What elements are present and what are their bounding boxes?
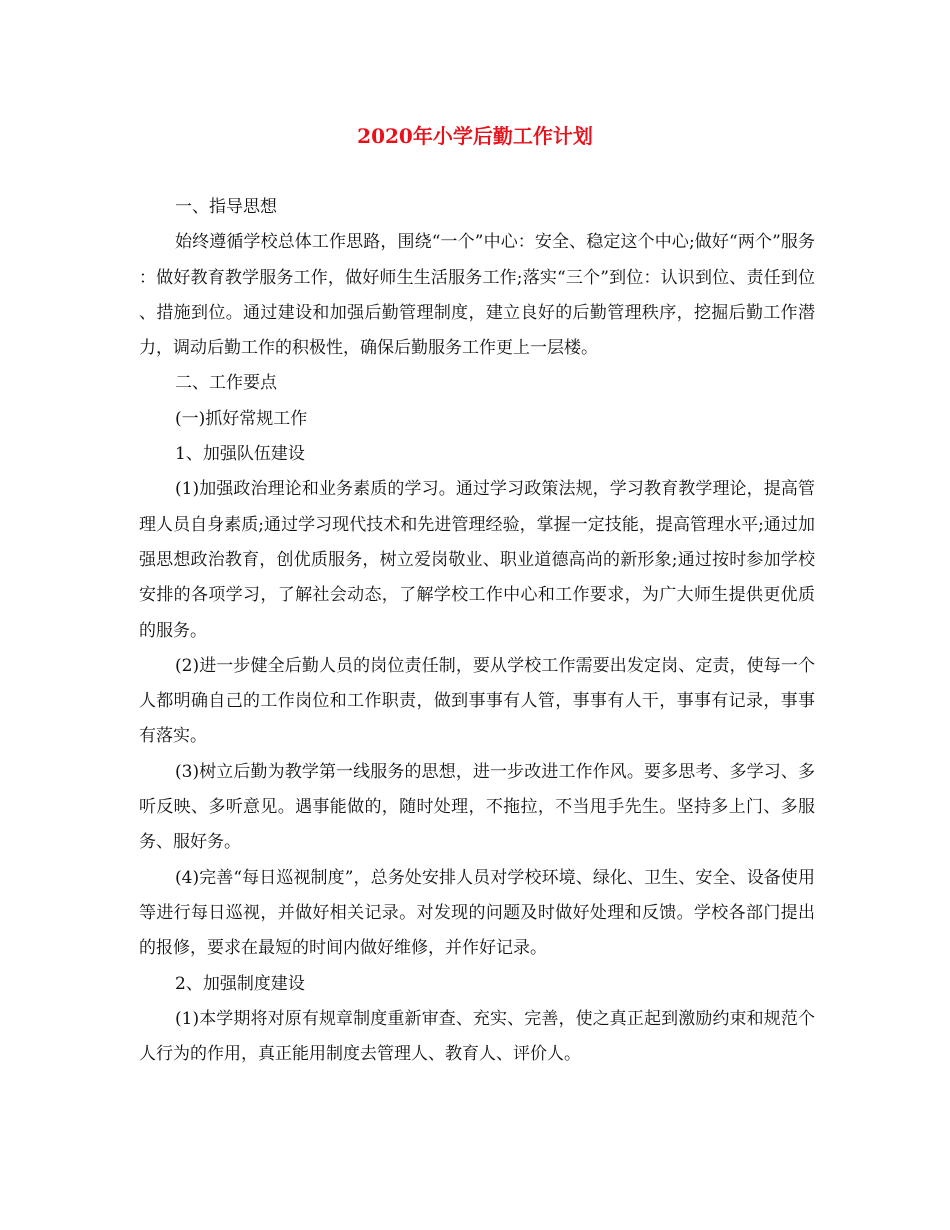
paragraph-item-3: (3)树立后勤为教学第一线服务的思想，进一步改进工作作风。要多思考、多学习、多听反映、多听意见。遇事能做的，随时处理，不拖拉，不当甩手先生。坚持多上门、多服务、服好务。 bbox=[139, 761, 815, 853]
section-heading-work-points: 二、工作要点 bbox=[175, 373, 277, 394]
section-heading-guiding-ideology: 一、指导思想 bbox=[175, 197, 277, 217]
document-body bbox=[139, 190, 815, 1072]
paragraph-system-item-1: (1)本学期将对原有规章制度重新审查、充实、完善，使之真正起到激励约束和规范个人行为的作用，真正能用制度去管理人、教育人、评价人。 bbox=[139, 1008, 815, 1065]
paragraph-item-1: (1)加强政治理论和业务素质的学习。通过学习政策法规，学习教育教学理论，提高管理人员自身素质;通过学习现代技术和先进管理经验，掌握一定技能，提高管理水平;通过加强思想政治教育，创优质服务，树立爱岗敬业、职业道德高尚的新形象;通过按时参加学校安排的各项学习，了解社会动态，了解学校工作中心和工作要求，为广大师生提供更优质的服务。 bbox=[139, 479, 815, 641]
item-heading-system-building: 2、加强制度建设 bbox=[175, 973, 305, 994]
subsection-heading-routine-work: (一)抓好常规工作 bbox=[175, 408, 308, 429]
paragraph-item-4: (4)完善“每日巡视制度”，总务处安排人员对学校环境、绿化、卫生、安全、设备使用等进行每日巡视，并做好相关记录。对发现的问题及时做好处理和反馈。学校各部门提出的报修，要求在最短的时间内做好维修，并作好记录。 bbox=[139, 867, 815, 959]
document-title: 2020年小学后勤工作计划 bbox=[357, 124, 593, 148]
item-heading-team-building: 1、加强队伍建设 bbox=[175, 444, 305, 465]
paragraph-item-2: (2)进一步健全后勤人员的岗位责任制，要从学校工作需要出发定岗、定责，使每一个人都明确自己的工作岗位和工作职责，做到事事有人管，事事有人干，事事有记录，事事有落实。 bbox=[139, 655, 815, 747]
paragraph-guiding-ideology: 始终遵循学校总体工作思路，围绕“一个”中心：安全、稳定这个中心;做好“两个”服务：做好教育教学服务工作，做好师生生活服务工作;落实“三个”到位：认识到位、责任到位、措施到位。通过建设和加强后勤管理制度，建立良好的后勤管理秩序，挖掘后勤工作潜力，调动后勤工作的积极性，确保后勤服务工作更上一层楼。 bbox=[139, 232, 815, 359]
